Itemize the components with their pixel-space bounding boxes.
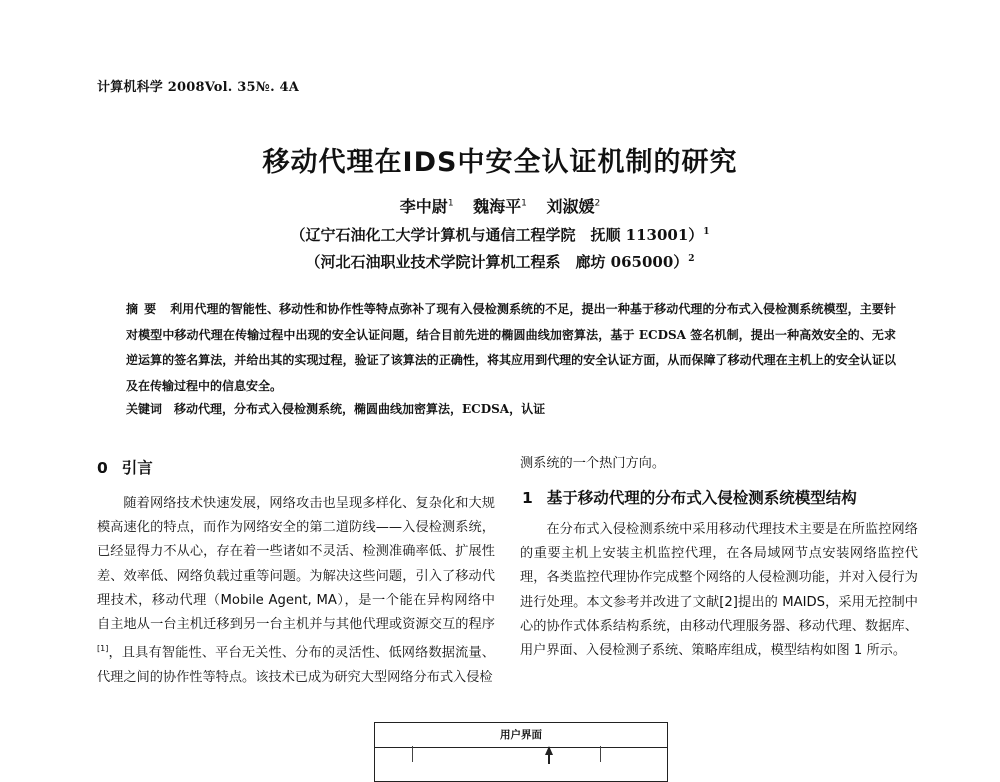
body-paragraph: [97, 492, 495, 690]
section-title: 基于移动代理的分布式入侵检测系统模型结构: [546, 489, 857, 507]
abstract-text: 利用代理的智能性、移动性和协作性等特点弥补了现有入侵检测系统的不足，提出一种基于移动代理的分布式入侵检测系统模型，主要针对模型中移动代理在传输过程中出现的安全认证问题，结合目前先进的椭圆曲线加密算法，基于 ECDSA 签名机制，提出一种高效安全的、无求逆运算的签名算法，并给出其的实现过程，验证了该算法的正确性，将其应用到代理的安全认证方面，从而保障了移动代理在主机上的安全认证以及在传输过程中的信息安全。: [126, 302, 896, 393]
figure-user-interface-box: [374, 722, 668, 782]
keywords-text: 移动代理，分布式入侵检测系统，椭圆曲线加密算法，ECDSA，认证: [174, 402, 546, 416]
affiliation: [0, 251, 1000, 272]
right-column: [520, 518, 918, 663]
figure-divider: [375, 747, 667, 748]
affiliation-mark: 1: [703, 227, 710, 237]
journal-header: 计算机科学 2008Vol. 35№. 4A: [97, 80, 300, 95]
author-mark: 2: [594, 198, 601, 209]
author-name: 刘淑媛: [546, 197, 595, 216]
affiliation-text: （河北石油职业技术学院计算机工程系 廊坊 065000）: [305, 253, 689, 271]
author-name: 李中尉: [399, 197, 448, 216]
citation-ref: [1]: [97, 644, 109, 654]
section-number: 1: [522, 489, 533, 507]
body-paragraph: 在分布式入侵检测系统中采用移动代理技术主要是在所监控网络的重要主机上安装主机监控代理，在各局域网节点安装网络监控代理，各类监控代理协作完成整个网络的人侵检测功能，并对入侵行为进行处理。本文参考并改进了文献[2]提出的 MAIDS，采用无控制中心的协作式体系结构系统，由移动代理服务器、移动代理、数据库、用户界面、入侵检测子系统、策略库组成，模型结构如图 1 所示。: [520, 522, 918, 659]
affiliation-mark: 2: [688, 254, 695, 264]
paragraph-text: 随着网络技术快速发展，网络攻击也呈现多样化、复杂化和大规模高速化的特点，而作为网络安全的第二道防线——入侵检测系统，已经显得力不从心，存在着一些诸如不灵活、检测准确率低、扩展性差、效率低、网络负载过重等问题。为解决这些问题，引入了移动代理技术，移动代理（Mobile Agent, MA），是一个能在异构网络中自主地从一台主机迁移到另一台主机并与其他代理或资源交互的程序: [97, 496, 495, 633]
affiliation-text: （辽宁石油化工大学计算机与通信工程学院 抚顺 113001）: [290, 226, 704, 244]
author-mark: 1: [447, 198, 454, 209]
continued-text: 测系统的一个热门方向。: [520, 456, 666, 471]
keywords-label: 关键词: [126, 402, 163, 416]
figure-arrow-stem: [548, 754, 550, 764]
author-mark: 1: [521, 198, 527, 209]
section-heading: [97, 456, 153, 478]
abstract: [126, 297, 896, 399]
author-name: 魏海平: [473, 197, 522, 216]
left-column: [97, 492, 495, 690]
abstract-label: 摘要: [126, 302, 163, 316]
keywords: [126, 398, 896, 420]
author-list: [0, 194, 1000, 217]
paragraph-text: ，且具有智能性、平台无关性、分布的灵活性、低网络数据流量、代理之间的协作性等特点。该技术已成为研究大型网络分布式入侵检: [97, 645, 495, 685]
section-number: 0: [97, 459, 108, 477]
paper-title: 移动代理在IDS中安全认证机制的研究: [262, 147, 738, 178]
section-heading: [522, 486, 857, 508]
figure-box-label: 用户界面: [500, 729, 542, 741]
affiliation: [0, 224, 1000, 245]
section-title: 引言: [121, 459, 153, 477]
